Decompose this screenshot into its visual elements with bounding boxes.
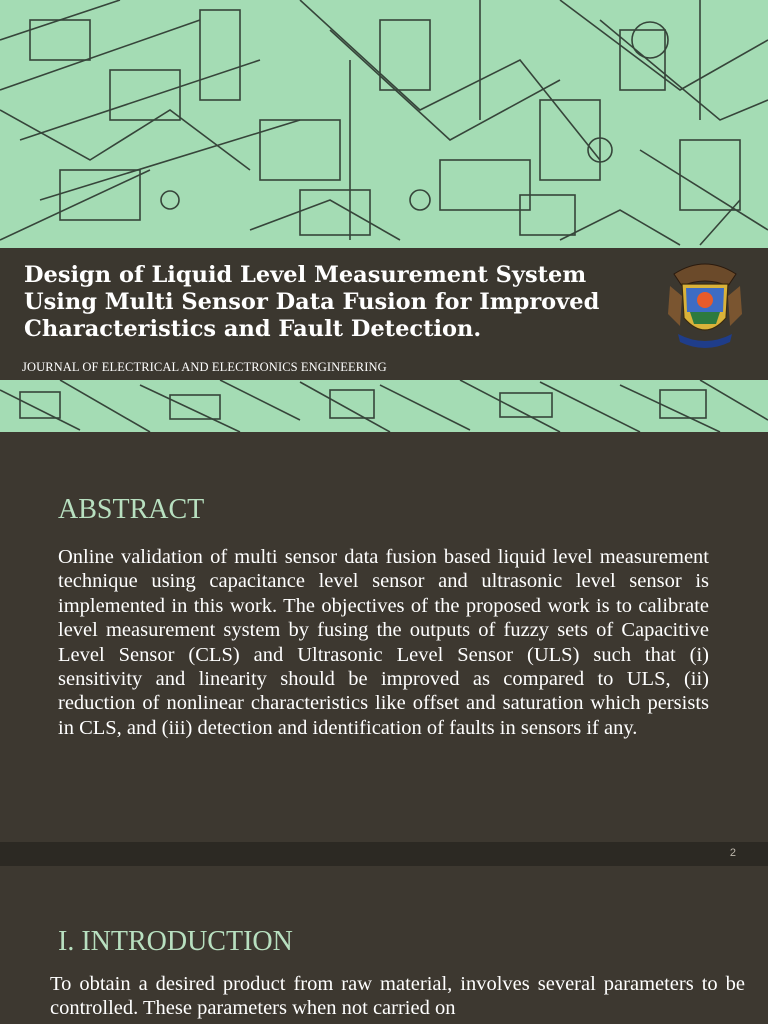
abstract-text: Online validation of multi sensor data fusion based liquid level measurement technique using capacitance level sensor and ultrasonic level sensor is implemented in this work. The objectives of the proposed work is to calibrate level measurement system by fusing the outputs of fuzzy sets of Capacitive Level Sensor (CLS) and Ultrasonic Level Sensor (ULS) such that (i) sensitivity and linearity should be improved as compared to ULS, (ii) reduction of nonlinear characteristics like offset and saturation which persists in CLS, and (iii) detection and identification of faults in sensors if any. bbox=[58, 546, 709, 739]
document-title: Design of Liquid Level Measurement System Using Multi Sensor Data Fusion for Improved Characteristics and Fault Detection. bbox=[24, 262, 600, 342]
abstract-heading: ABSTRACT bbox=[58, 494, 205, 525]
journal-name: JOURNAL OF ELECTRICAL AND ELECTRONICS ENGINEERING bbox=[22, 360, 387, 374]
introduction-heading: I. INTRODUCTION bbox=[58, 926, 293, 957]
slide-divider bbox=[0, 842, 768, 866]
coat-of-arms-icon bbox=[664, 256, 746, 352]
page-number: 2 bbox=[729, 847, 736, 859]
introduction-text: To obtain a desired product from raw material, involves several parameters to be controlled. These parameters when not carried on bbox=[50, 973, 745, 1020]
